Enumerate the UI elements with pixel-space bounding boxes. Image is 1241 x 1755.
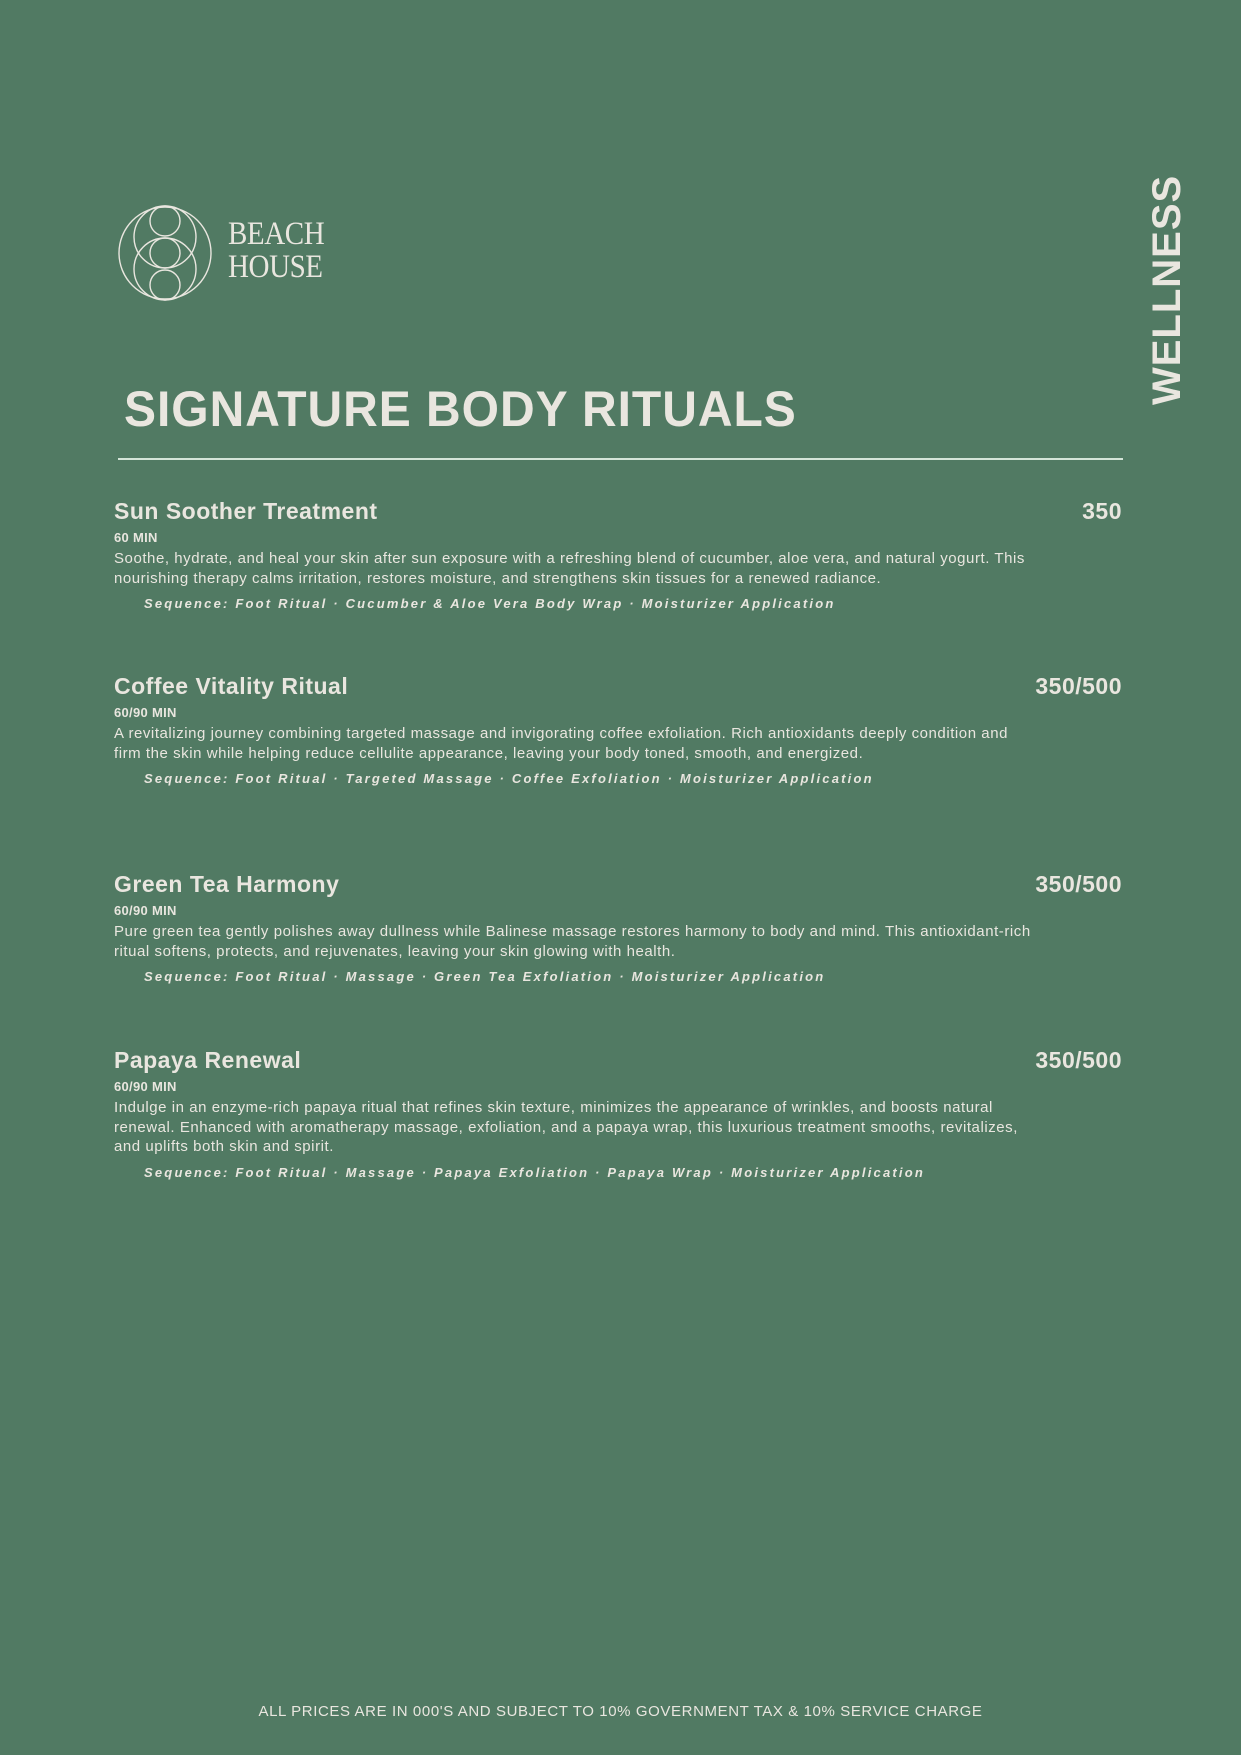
item-name: Green Tea Harmony: [114, 871, 340, 897]
item-duration: 60/90 MIN: [114, 903, 177, 918]
menu-item: [114, 673, 1122, 786]
menu-item: [114, 871, 1122, 984]
brand-line-2: HOUSE: [228, 249, 323, 285]
item-description: A revitalizing journey combining targeted massage and invigorating coffee exfoliation. Rich antioxidants deeply condition and firm the skin while helping reduce cellulite appearance, leaving your body toned, smooth, and energized.: [114, 725, 1008, 762]
item-description: Soothe, hydrate, and heal your skin after sun exposure with a refreshing blend of cucumber, aloe vera, and natural yogurt. This nourishing therapy calms irritation, restores moisture, and strengthens skin tissues for a renewed radiance.: [114, 550, 1025, 587]
price-disclaimer: ALL PRICES ARE IN 000'S AND SUBJECT TO 10% GOVERNMENT TAX & 10% SERVICE CHARGE: [258, 1703, 983, 1720]
item-name: Papaya Renewal: [114, 1047, 302, 1073]
category-tag: WELLNESS: [1145, 174, 1189, 405]
brand-name: [228, 218, 337, 284]
title-divider: [118, 458, 1123, 460]
item-sequence: Sequence: Foot Ritual · Massage · Papaya Exfoliation · Papaya Wrap · Moisturizer Application: [144, 1164, 926, 1180]
item-name: Coffee Vitality Ritual: [114, 673, 349, 699]
item-sequence: Sequence: Foot Ritual · Cucumber & Aloe Vera Body Wrap · Moisturizer Application: [144, 596, 836, 611]
item-price: 350: [1082, 498, 1122, 524]
item-description: Pure green tea gently polishes away dullness while Balinese massage restores harmony to body and mind. This antioxidant-rich ritual softens, protects, and rejuvenates, leaving your skin glowing with health.: [114, 923, 1031, 960]
item-price: 350/500: [1035, 673, 1122, 699]
item-name: Sun Soother Treatment: [114, 498, 378, 524]
item-price: 350/500: [1035, 871, 1122, 897]
item-duration: 60/90 MIN: [114, 1079, 177, 1094]
brand-line-1: BEACH: [228, 216, 325, 252]
menu-item: [114, 1047, 1122, 1180]
beach-house-logo-icon: [115, 205, 215, 301]
item-duration: 60 MIN: [114, 530, 158, 545]
item-duration: 60/90 MIN: [114, 705, 177, 720]
item-sequence: Sequence: Foot Ritual · Targeted Massage · Coffee Exfoliation · Moisturizer Application: [144, 771, 874, 786]
page-title: SIGNATURE BODY RITUALS: [124, 381, 797, 437]
item-description: Indulge in an enzyme-rich papaya ritual that refines skin texture, minimizes the appearance of wrinkles, and boosts natural renewal. Enhanced with aromatherapy massage, exfoliation, and a papaya wrap, this luxurious treatment smooths, revitalizes, and uplifts both skin and spirit.: [114, 1099, 1018, 1155]
item-sequence: Sequence: Foot Ritual · Massage · Green Tea Exfoliation · Moisturizer Application: [144, 969, 826, 984]
item-price: 350/500: [1035, 1047, 1122, 1073]
menu-item: [114, 498, 1122, 611]
